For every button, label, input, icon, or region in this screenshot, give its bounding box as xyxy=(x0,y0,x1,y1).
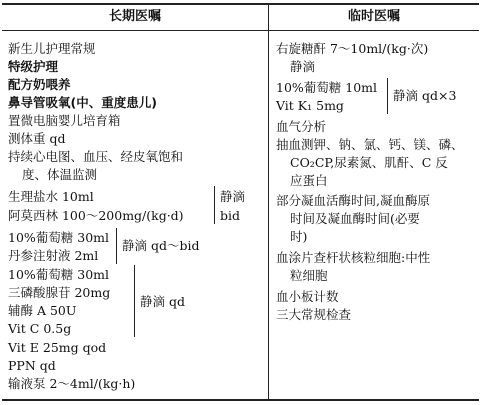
order-incubator: 置微电脑婴儿培育箱 xyxy=(8,113,121,128)
group3-vit-c: Vit C 0.5g xyxy=(8,321,72,336)
group3-brace xyxy=(134,265,135,337)
temp-routine-tests: 三大常规检查 xyxy=(276,307,352,322)
group3-route: 静滴 qd xyxy=(140,294,185,309)
column-divider xyxy=(268,3,269,401)
group2-danshen: 丹参注射液 2ml xyxy=(8,248,99,263)
group3-coenzyme-a: 辅酶 A 50U xyxy=(8,303,77,318)
bottom-rule xyxy=(2,399,479,401)
order-special-care: 特级护理 xyxy=(8,59,59,74)
group1-frequency: bid xyxy=(220,208,241,223)
temporary-orders-header: 临时医嘱 xyxy=(347,9,400,24)
order-vit-e: Vit E 25mg qod xyxy=(8,340,107,355)
group1-route: 静滴 xyxy=(220,189,246,204)
temp-blood-smear: 血涂片查杆状核粒细胞:中性 xyxy=(276,250,431,265)
group1-brace xyxy=(214,186,215,224)
temp-dextran-route: 静滴 xyxy=(290,59,316,74)
order-monitoring-cont: 度、体温监测 xyxy=(22,167,98,182)
temp-blood-smear-cont: 粒细胞 xyxy=(290,268,328,283)
temp-group-glucose: 10%葡萄糖 10ml xyxy=(276,80,378,95)
temp-electrolytes: 抽血测钾、钠、氯、钙、镁、磷、 xyxy=(276,137,464,152)
temp-electrolytes-cont: CO₂CP,尿素氮、肌酐、C 反 xyxy=(290,155,448,170)
order-ppn: PPN qd xyxy=(8,358,56,373)
group3-atp: 三磷酸腺苷 20mg xyxy=(8,285,111,300)
long-term-orders-header: 长期医嘱 xyxy=(108,9,161,24)
order-nasal-oxygen: 鼻导管吸氧(中、重度患儿) xyxy=(8,95,157,110)
temp-platelet-count: 血小板计数 xyxy=(276,289,339,304)
temp-blood-gas: 血气分析 xyxy=(276,119,327,134)
group1-saline: 生理盐水 10ml xyxy=(8,189,94,204)
group3-glucose: 10%葡萄糖 30ml xyxy=(8,267,110,282)
order-formula-feeding: 配方奶喂养 xyxy=(8,77,71,92)
temp-coagulation-cont: 时间及凝血酶时间(必要 xyxy=(290,211,420,226)
order-newborn-care: 新生儿护理常规 xyxy=(8,41,96,56)
temp-group-route: 静滴 qd×3 xyxy=(393,88,457,103)
temp-group-vit-k1: Vit K₁ 5mg xyxy=(276,98,344,113)
order-weight: 测体重 qd xyxy=(8,131,66,146)
header-rule xyxy=(2,30,479,31)
temp-coagulation: 部分凝血活酶时间,凝血酶原 xyxy=(276,193,430,208)
temp-electrolytes-end: 应蛋白 xyxy=(290,173,328,188)
temp-dextran: 右旋糖酐 7～10ml/(kg·次) xyxy=(276,41,429,56)
group1-amoxicillin: 阿莫西林 100～200mg/(kg·d) xyxy=(8,208,184,223)
temp-group-brace xyxy=(387,78,388,114)
group2-brace xyxy=(116,228,117,264)
order-monitoring: 持续心电图、血压、经皮氧饱和 xyxy=(8,149,184,164)
group2-glucose: 10%葡萄糖 30ml xyxy=(8,230,110,245)
order-infusion-pump: 输液泵 2～4ml/(kg·h) xyxy=(8,376,136,391)
group2-route: 静滴 qd～bid xyxy=(122,238,200,253)
temp-coagulation-end: 时) xyxy=(290,229,308,244)
